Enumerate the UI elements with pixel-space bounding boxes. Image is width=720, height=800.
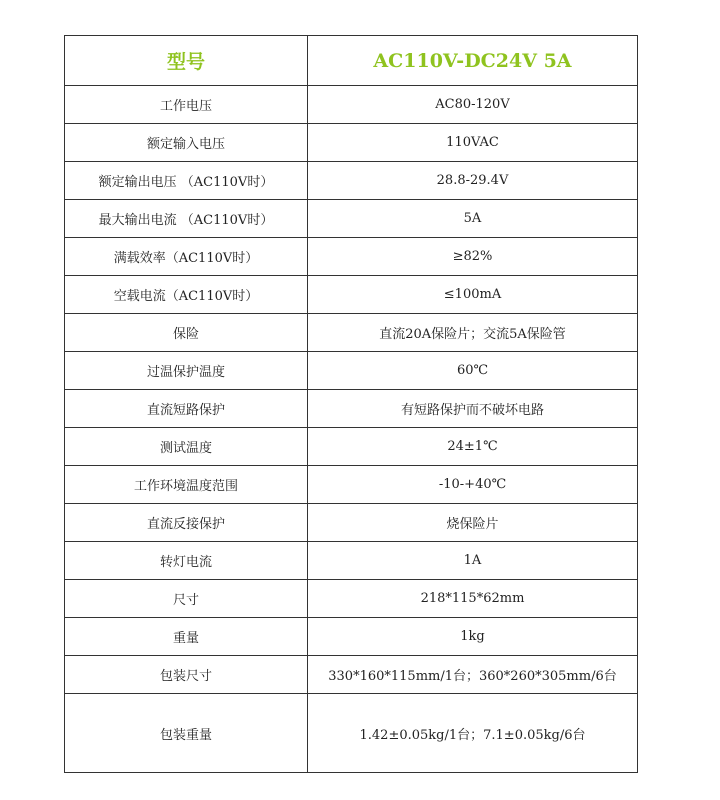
spec-label: 过温保护温度 [65,352,308,390]
table-row [65,428,638,466]
table-row [65,542,638,580]
spec-label: 包装重量 [65,694,308,773]
spec-label: 尺寸 [65,580,308,618]
spec-value: 烧保险片 [308,504,638,542]
table-row [65,580,638,618]
table-row [65,390,638,428]
spec-value: 1A [308,542,638,580]
model-value: AC110V-DC24V 5A [308,36,638,86]
spec-label: 工作环境温度范围 [65,466,308,504]
table-header-row [65,36,638,86]
table-row [65,352,638,390]
table-row [65,314,638,352]
spec-value: 330*160*115mm/1台；360*260*305mm/6台 [308,656,638,694]
spec-label: 包装尺寸 [65,656,308,694]
spec-value: -10-+40℃ [308,466,638,504]
spec-value: 直流20A保险片；交流5A保险管 [308,314,638,352]
spec-table [64,35,638,773]
spec-label: 转灯电流 [65,542,308,580]
spec-label: 最大输出电流 （AC110V时） [65,200,308,238]
table-row [65,276,638,314]
spec-value: 110VAC [308,124,638,162]
table-row [65,162,638,200]
spec-value: ≥82% [308,238,638,276]
spec-label: 额定输入电压 [65,124,308,162]
table-row [65,200,638,238]
spec-value: 60℃ [308,352,638,390]
spec-value: AC80-120V [308,86,638,124]
table-row [65,124,638,162]
table-row [65,466,638,504]
spec-label: 满载效率（AC110V时） [65,238,308,276]
spec-value: 5A [308,200,638,238]
spec-label: 工作电压 [65,86,308,124]
spec-value: ≤100mA [308,276,638,314]
table-row [65,504,638,542]
table-row [65,694,638,773]
spec-label: 重量 [65,618,308,656]
spec-value: 1kg [308,618,638,656]
spec-label: 空载电流（AC110V时） [65,276,308,314]
spec-label: 保险 [65,314,308,352]
spec-label: 直流反接保护 [65,504,308,542]
spec-value: 28.8-29.4V [308,162,638,200]
table-row [65,86,638,124]
spec-label: 直流短路保护 [65,390,308,428]
spec-value: 有短路保护而不破坏电路 [308,390,638,428]
table-row [65,618,638,656]
spec-value: 24±1℃ [308,428,638,466]
spec-label: 测试温度 [65,428,308,466]
model-label: 型号 [65,36,308,86]
spec-value: 218*115*62mm [308,580,638,618]
spec-label: 额定输出电压 （AC110V时） [65,162,308,200]
table-row [65,656,638,694]
table-row [65,238,638,276]
spec-value: 1.42±0.05kg/1台；7.1±0.05kg/6台 [308,694,638,773]
